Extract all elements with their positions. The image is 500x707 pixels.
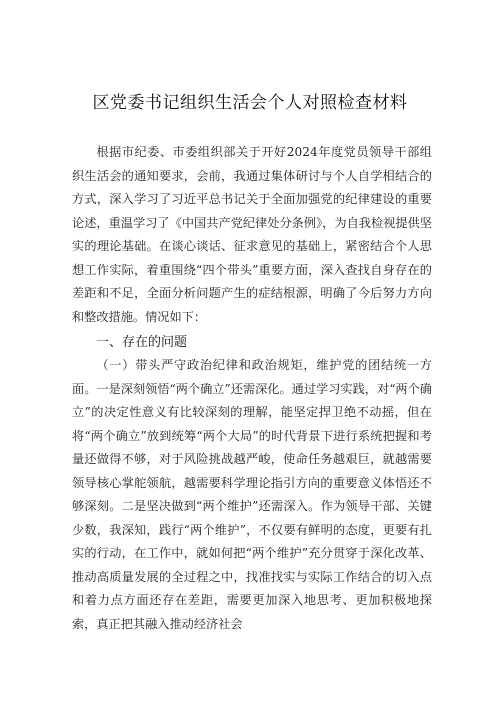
intro-paragraph: 根据市纪委、市委组织部关于开好2024年度党员领导干部组织生活会的通知要求，会前，我通过集体研讨与个人自学相结合的方式，深入学习了习近平总书记关于全面加强党的纪律建设的重要论述，重温学习了《中国共产党纪律处分条例》，为自我检视提供坚实的理论基础。在谈心谈话、征求意见的基础上，紧密结合个人思想工作实际，着重围绕“四个带头”重要方面，深入查找自身存在的差距和不足，全面分析问题产生的症结根源，明确了今后努力方向和整改措施。情况如下： bbox=[72, 145, 432, 324]
document-title: 区党委书记组织生活会个人对照检查材料 bbox=[92, 93, 408, 113]
problem-paragraph: （一）带头严守政治纪律和政治规矩，维护党的团结统一方面。一是深刻领悟“两个确立”还需深化。通过学习实践，对“两个确立”的决定性意义有比较深刻的理解，能坚定捍卫绝不动摇，但在将“两个确立”放到统筹“两个大局”的时代背景下进行系统把握和考量还做得不够，对于风险挑战越严峻，使命任务越艰巨，就越需要领导核心掌舵领航，越需要科学理论指引方向的重要意义体悟还不够深刻。二是坚决做到“两个维护”还需深入。作为领导干部、关键少数，我深知，践行“两个维护”，不仅要有鲜明的态度，更要有扎实的行动，在工作中，就如何把“两个维护”充分贯穿于深化改革、推动高质量发展的全过程之中，找准找实与实际工作结合的切入点和着力点方面还存在差距，需要更加深入地思考、更加积极地探索，真正把其融入推动经济社会 bbox=[72, 358, 432, 631]
section-heading: 一、存在的问题 bbox=[96, 335, 188, 350]
